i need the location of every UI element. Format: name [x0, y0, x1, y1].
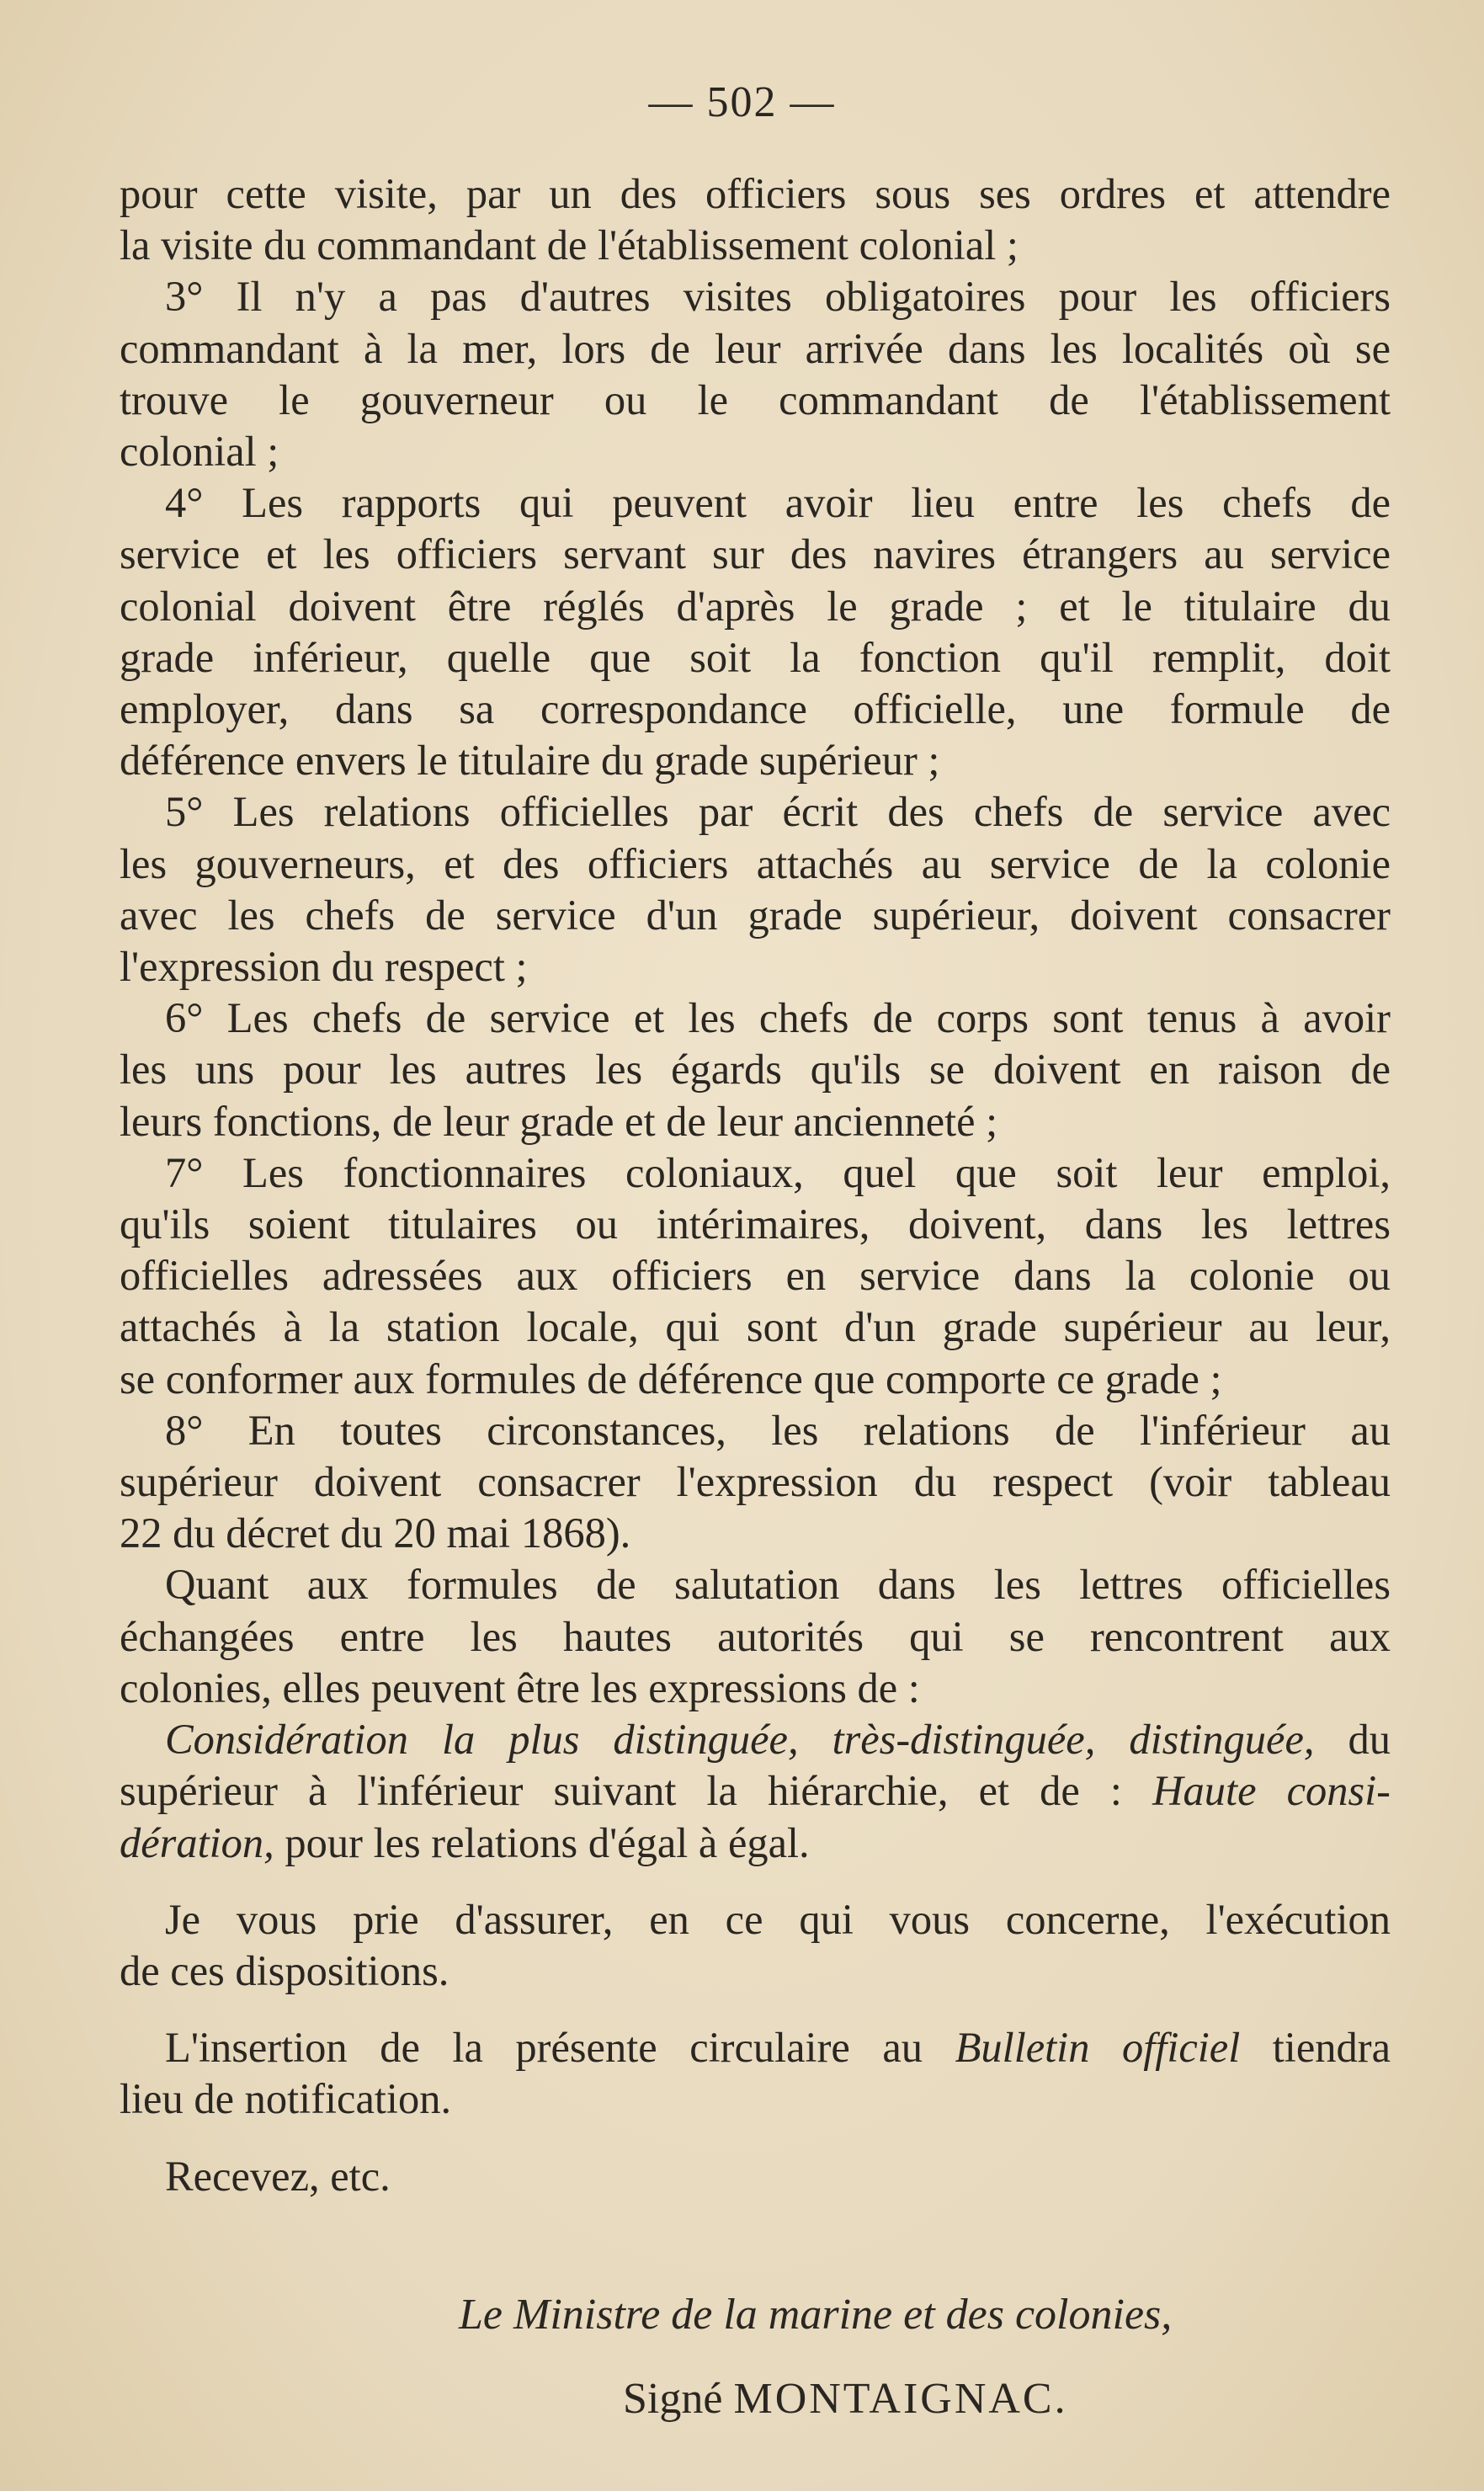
text-line: qu'ils soient titulaires ou intérimaires, doivent, dans les lettres	[120, 1200, 1391, 1248]
text-line: 8° En toutes circonstances, les relations de l'inférieur au	[165, 1406, 1391, 1454]
text-line: leurs fonctions, de leur grade et de leur ancienneté ;	[120, 1097, 998, 1145]
italic-phrase: Haute consi-	[1152, 1767, 1391, 1815]
text-line: l'expression du respect ;	[120, 943, 528, 991]
paragraph-item-5	[120, 786, 1391, 993]
signature-line	[0, 2374, 1484, 2424]
text-fragment: supérieur à l'inférieur suivant la hiérarchie, et de :	[120, 1767, 1122, 1815]
text-line	[120, 1714, 1391, 1765]
text-line: 22 du décret du 20 mai 1868).	[120, 1509, 631, 1557]
text-line: pour cette visite, par un des officiers sous ses ordres et attendre	[120, 170, 1391, 217]
minister-title: Le Ministre de la marine et des colonies,	[459, 2291, 1173, 2339]
text-fragment: du	[1348, 1716, 1391, 1764]
text-line: la visite du commandant de l'établissement colonial ;	[120, 221, 1019, 269]
paragraph-item-7	[120, 1147, 1391, 1405]
text-line: Recevez, etc.	[165, 2152, 391, 2200]
text-line: 5° Les relations officielles par écrit des chefs de service avec	[165, 788, 1391, 836]
text-line: trouve le gouverneur ou le commandant de l'établissement	[120, 375, 1391, 423]
paragraph-continuation	[120, 168, 1391, 271]
text-line: colonial ;	[120, 428, 279, 476]
text-line: service et les officiers servant sur des navires étrangers au service	[120, 530, 1391, 578]
text-line: Quant aux formules de salutation dans les lettres officielles	[165, 1561, 1391, 1609]
paragraph-item-8	[120, 1405, 1391, 1560]
paragraph-item-6	[120, 993, 1391, 1147]
italic-phrase: Considération la plus distinguée, très-distinguée, distinguée,	[165, 1716, 1315, 1764]
text-line	[120, 1765, 1391, 1817]
signe-label: Signé	[623, 2375, 723, 2423]
text-line	[120, 2022, 1391, 2073]
paragraph-item-4	[120, 477, 1391, 786]
text-line: échangées entre les hautes autorités qui se rencontrent aux	[120, 1612, 1391, 1660]
text-fragment: L'insertion de la présente circulaire au	[165, 2024, 923, 2072]
text-line: supérieur doivent consacrer l'expression du respect (voir tableau	[120, 1458, 1391, 1506]
paragraph-closing	[120, 2151, 1391, 2202]
italic-phrase: dération,	[120, 1818, 274, 1866]
text-line: attachés à la station locale, qui sont d'un grade supérieur au leur,	[120, 1303, 1391, 1351]
italic-phrase: Bulletin officiel	[955, 2024, 1241, 2072]
text-line: employer, dans sa correspondance officielle, une formule de	[120, 685, 1391, 733]
text-line: colonies, elles peuvent être les expressions de :	[120, 1663, 920, 1711]
text-line: commandant à la mer, lors de leur arrivée dans les localités où se	[120, 324, 1391, 372]
text-line: colonial doivent être réglés d'après le grade ; et le titulaire du	[120, 582, 1391, 630]
text-fragment: pour les relations d'égal à égal.	[285, 1818, 810, 1866]
text-line: déférence envers le titulaire du grade supérieur ;	[120, 737, 940, 785]
page-number: — 502 —	[648, 78, 836, 126]
text-line: 7° Les fonctionnaires coloniaux, quel que soit leur emploi,	[165, 1148, 1391, 1196]
body-text	[120, 168, 1391, 2202]
text-fragment: tiendra	[1272, 2024, 1391, 2072]
text-line: lieu de notification.	[120, 2075, 452, 2123]
text-line: officielles adressées aux officiers en service dans la colonie ou	[120, 1252, 1391, 1300]
paragraph-insertion	[120, 2022, 1391, 2125]
text-line: 3° Il n'y a pas d'autres visites obligatoires pour les officiers	[165, 273, 1391, 321]
paragraph-request	[120, 1894, 1391, 1997]
signatory-name: MONTAIGNAC.	[733, 2375, 1068, 2423]
text-line: avec les chefs de service d'un grade supérieur, doivent consacrer	[120, 891, 1391, 939]
text-line	[120, 1818, 1391, 1869]
paragraph-item-3	[120, 271, 1391, 477]
text-line: 6° Les chefs de service et les chefs de corps sont tenus à avoir	[165, 994, 1391, 1042]
text-line: les gouverneurs, et des officiers attachés au service de la colonie	[120, 839, 1391, 887]
text-line: Je vous prie d'assurer, en ce qui vous concerne, l'exécution	[165, 1895, 1391, 1943]
text-line: se conformer aux formules de déférence que comporte ce grade ;	[120, 1355, 1222, 1403]
text-line: de ces dispositions.	[120, 1946, 449, 1994]
text-line: les uns pour les autres les égards qu'ils se doivent en raison de	[120, 1046, 1391, 1094]
text-line: grade inférieur, quelle que soit la fonction qu'il remplit, doit	[120, 633, 1391, 681]
text-line: 4° Les rapports qui peuvent avoir lieu entre les chefs de	[165, 479, 1391, 527]
paragraph-salutations	[120, 1559, 1391, 1868]
